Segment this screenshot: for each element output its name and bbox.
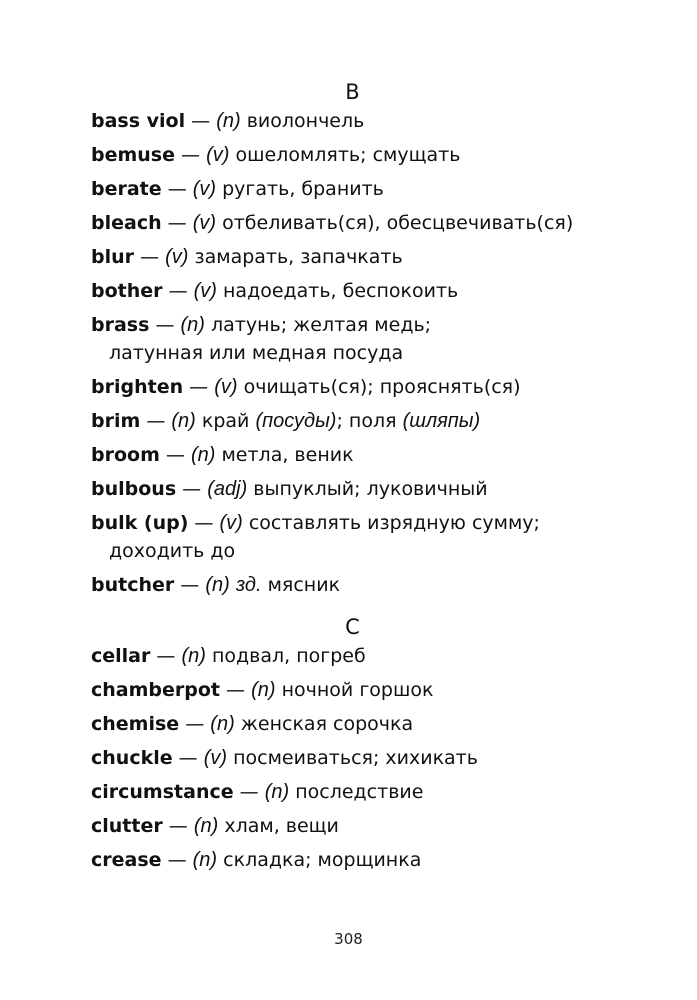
entry-pos: (n) — [171, 410, 196, 432]
entry-term: butcher — [91, 574, 175, 596]
entry-term: bulbous — [91, 478, 177, 500]
entry-translation: подвал, погреб — [211, 645, 366, 667]
entry-translation: очищать(ся); прояснять(ся) — [243, 376, 521, 398]
glossary-entry: crease — (n) складка; морщинка — [91, 849, 422, 871]
glossary-entry: chemise — (n) женская сорочка — [91, 713, 414, 735]
entry-pos: (v) — [192, 212, 217, 234]
entry-usage-note: (посуды) — [255, 410, 337, 432]
entry-translation: выпуклый; луковичный — [253, 478, 488, 500]
entry-term: bass viol — [91, 110, 186, 132]
glossary-entry: bemuse — (v) ошеломлять; смущать — [91, 144, 461, 166]
entry-term: brighten — [91, 376, 184, 398]
entry-term: bulk (up) — [91, 512, 189, 534]
glossary-entry: bulbous — (adj) выпуклый; луковичный — [91, 478, 488, 500]
glossary-entry: butcher — (n) зд. мясник — [91, 574, 341, 596]
glossary-entry: brass — (n) латунь; желтая медь; латунная или медная посуда — [91, 311, 611, 367]
entry-pos: (v) — [219, 512, 243, 534]
glossary-entry: cellar — (n) подвал, погреб — [91, 645, 366, 667]
entry-pos: (n) — [216, 110, 241, 132]
section-spacer — [91, 605, 611, 615]
glossary-content — [91, 80, 611, 880]
entry-continuation: доходить до — [109, 540, 236, 562]
section-letter-c: C — [345, 615, 360, 639]
entry-pos: (v) — [206, 144, 230, 166]
entry-translation: край — [201, 410, 250, 432]
glossary-entry: blur — (v) замарать, запачкать — [91, 246, 403, 268]
entry-term: brim — [91, 410, 141, 432]
entry-term: chemise — [91, 713, 180, 735]
entry-term: blur — [91, 246, 135, 268]
entry-term: chuckle — [91, 747, 173, 769]
glossary-entry: bass viol — (n) виолончель — [91, 110, 365, 132]
entry-translation: латунь; желтая медь; — [211, 314, 432, 336]
entry-pos: (adj) — [207, 478, 248, 500]
entry-translation: последствие — [295, 781, 424, 803]
glossary-entry: bleach — (v) отбеливать(ся), обесцвечивать(ся) — [91, 212, 574, 234]
entry-pos: (n) — [205, 574, 230, 596]
entry-term: berate — [91, 178, 162, 200]
entry-pos: (n) — [192, 849, 218, 871]
entry-pos: (n) — [193, 815, 219, 837]
entry-translation: хлам, вещи — [224, 815, 339, 837]
glossary-entry: circumstance — (n) последствие — [91, 781, 424, 803]
entry-pos: (v) — [192, 178, 217, 200]
entry-pos: (n) — [181, 645, 206, 667]
entry-pos: (v) — [203, 747, 228, 769]
entry-continuation: латунная или медная посуда — [109, 342, 404, 364]
entry-pos: (v) — [214, 376, 238, 398]
entry-term: broom — [91, 444, 160, 466]
entry-term: chamberpot — [91, 679, 221, 701]
entry-translation: замарать, запачкать — [194, 246, 403, 268]
entry-pos: (n) — [251, 679, 276, 701]
entry-translation: составлять изрядную сумму; — [248, 512, 540, 534]
page-number: 308 — [334, 930, 363, 948]
entry-term: circumstance — [91, 781, 234, 803]
entry-term: bleach — [91, 212, 162, 234]
entry-term: crease — [91, 849, 162, 871]
glossary-entry: chamberpot — (n) ночной горшок — [91, 679, 434, 701]
glossary-entry: clutter — (n) хлам, вещи — [91, 815, 339, 837]
entry-pos: (n) — [180, 314, 205, 336]
entry-term: clutter — [91, 815, 163, 837]
entry-translation: складка; морщинка — [223, 849, 422, 871]
glossary-entry: brighten — (v) очищать(ся); прояснять(ся) — [91, 376, 521, 398]
entry-pos: (v) — [193, 280, 217, 302]
entry-translation: посмеиваться; хихикать — [233, 747, 478, 769]
entry-translation: ; поля — [336, 410, 397, 432]
entry-translation: ночной горшок — [281, 679, 434, 701]
entry-pos: (n) — [190, 444, 216, 466]
entry-term: bemuse — [91, 144, 176, 166]
section-letter-b: B — [345, 80, 360, 104]
entry-translation: метла, веник — [221, 444, 354, 466]
entry-term: brass — [91, 314, 150, 336]
entry-pos: (v) — [165, 246, 189, 268]
glossary-entry: broom — (n) метла, веник — [91, 444, 354, 466]
glossary-entry: brim — (n) край (посуды); поля (шляпы) — [91, 410, 481, 432]
entry-pos: (n) — [210, 713, 235, 735]
entry-translation: ругать, бранить — [222, 178, 384, 200]
entry-usage-note: (шляпы) — [402, 410, 481, 432]
glossary-entry: chuckle — (v) посмеиваться; хихикать — [91, 747, 478, 769]
entry-translation: отбеливать(ся), обесцвечивать(ся) — [222, 212, 574, 234]
glossary-entry: bother — (v) надоедать, беспокоить — [91, 280, 459, 302]
glossary-entry: bulk (up) — (v) составлять изрядную сумму; доходить до — [91, 509, 611, 565]
entry-term: cellar — [91, 645, 151, 667]
entry-translation: мясник — [267, 574, 341, 596]
entry-translation: женская сорочка — [240, 713, 414, 735]
entry-pos: (n) — [264, 781, 290, 803]
entry-translation: надоедать, беспокоить — [223, 280, 459, 302]
entry-translation: виолончель — [246, 110, 365, 132]
glossary-entry: berate — (v) ругать, бранить — [91, 178, 384, 200]
entry-term: bother — [91, 280, 163, 302]
entry-usage-note: зд. — [235, 574, 262, 596]
entry-translation: ошеломлять; смущать — [235, 144, 461, 166]
